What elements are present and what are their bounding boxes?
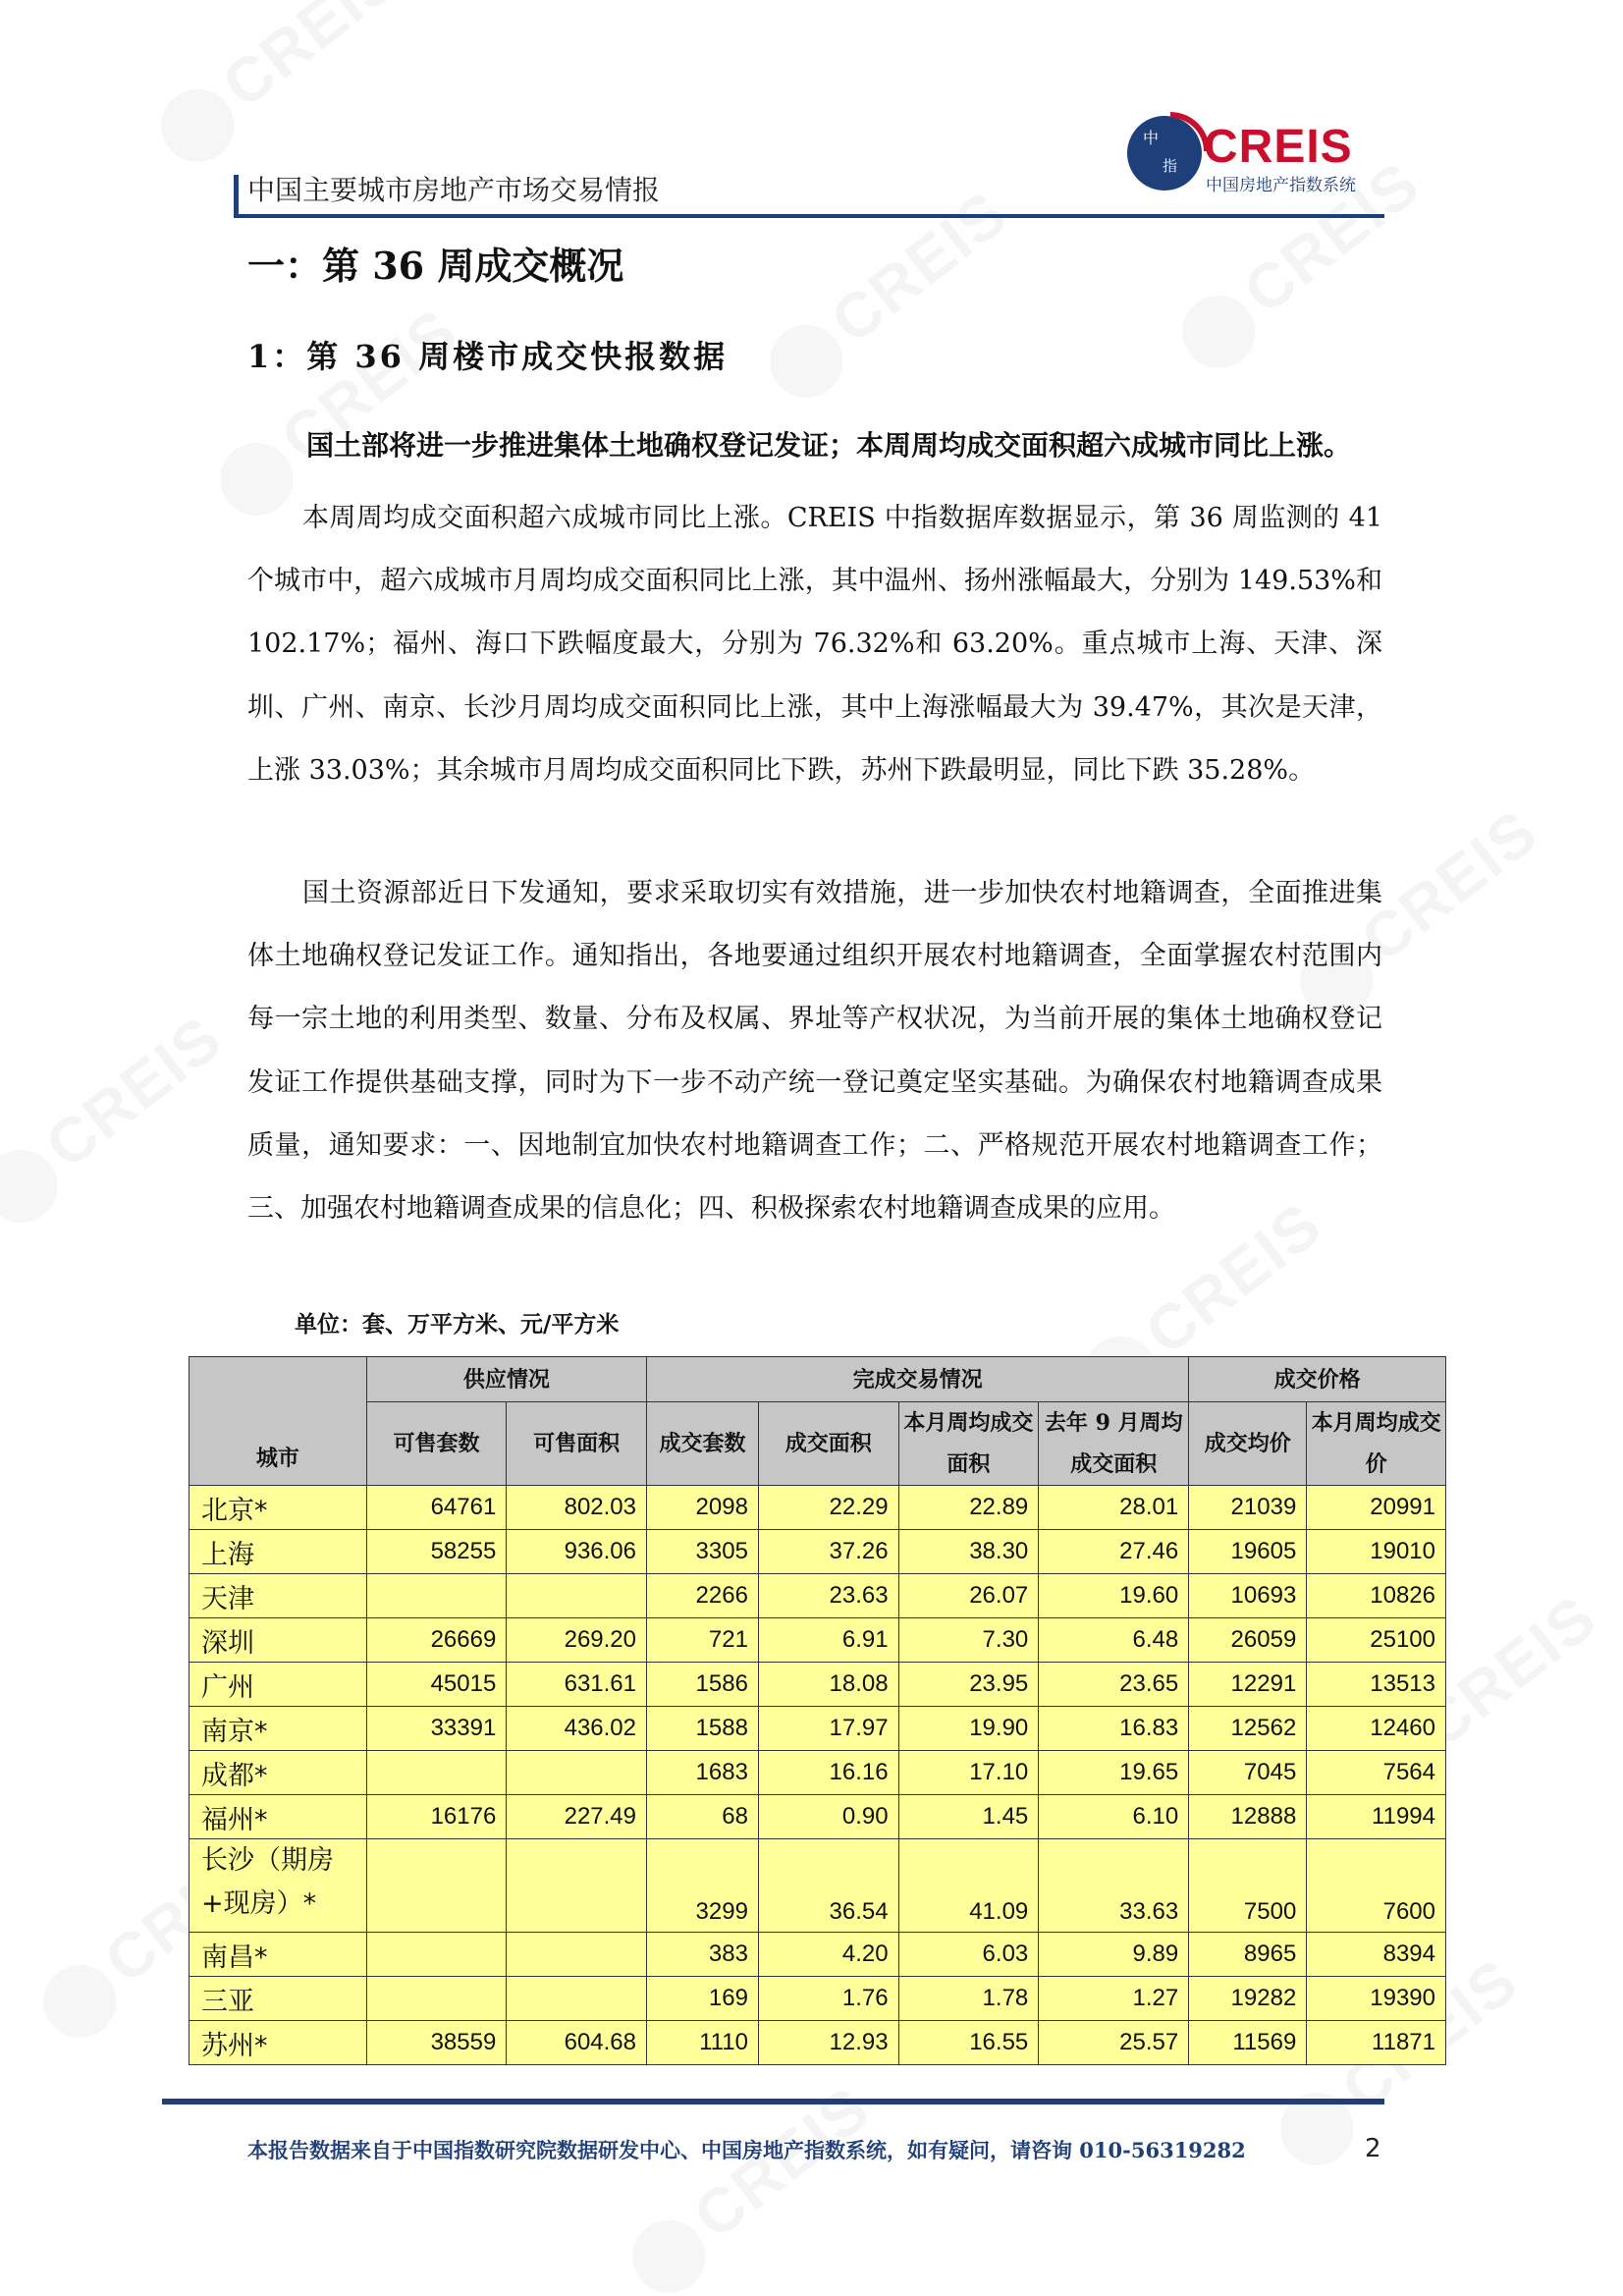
table-row <box>189 1839 1446 1933</box>
table-cell: 33391 <box>366 1707 507 1751</box>
table-cell: 23.65 <box>1039 1663 1189 1707</box>
table-cell <box>507 1839 647 1933</box>
table-cell: 21039 <box>1189 1486 1307 1530</box>
table-cell: 26669 <box>366 1618 507 1663</box>
table-row <box>189 1530 1446 1574</box>
table-cell: 802.03 <box>507 1486 647 1530</box>
table-cell: 38.30 <box>898 1530 1039 1574</box>
header-accent-bar <box>234 175 239 218</box>
table-cell: 7600 <box>1307 1839 1446 1933</box>
table-cell <box>507 1933 647 1977</box>
table-row <box>189 1977 1446 2021</box>
city-cell: 上海 <box>189 1530 367 1574</box>
logo-subtitle: 中国房地产指数系统 <box>1206 176 1356 195</box>
table-cell: 17.10 <box>898 1751 1039 1795</box>
table-cell: 1.27 <box>1039 1977 1189 2021</box>
table-cell <box>507 1574 647 1618</box>
header-divider <box>234 214 1384 218</box>
page-number: 2 <box>1365 2134 1381 2163</box>
table-cell: 16.55 <box>898 2021 1039 2065</box>
table-cell: 19010 <box>1307 1530 1446 1574</box>
footer-source-note: 本报告数据来自于中国指数研究院数据研发中心、中国房地产指数系统，如有疑问，请咨询 010-56319282 <box>247 2138 1246 2162</box>
column-header: 去年 9 月周均成交面积 <box>1039 1402 1189 1486</box>
table-cell: 6.91 <box>758 1618 898 1663</box>
table-cell: 13513 <box>1307 1663 1446 1707</box>
table-cell: 4.20 <box>758 1933 898 1977</box>
city-column-header: 城市 <box>189 1357 367 1486</box>
table-cell: 10826 <box>1307 1574 1446 1618</box>
table-cell: 6.48 <box>1039 1618 1189 1663</box>
column-header: 成交面积 <box>758 1402 898 1486</box>
table-cell: 20991 <box>1307 1486 1446 1530</box>
table-row <box>189 1618 1446 1663</box>
table-cell: 7.30 <box>898 1618 1039 1663</box>
table-cell: 19.60 <box>1039 1574 1189 1618</box>
logo-mark-char-1: 中 <box>1143 129 1160 147</box>
table-cell: 12.93 <box>758 2021 898 2065</box>
table-cell: 38559 <box>366 2021 507 2065</box>
table-cell: 19.65 <box>1039 1751 1189 1795</box>
table-cell: 16.83 <box>1039 1707 1189 1751</box>
city-cell: 长沙（期房+现房）* <box>189 1839 367 1933</box>
report-title: 中国主要城市房地产市场交易情报 <box>247 174 661 206</box>
city-cell: 北京* <box>189 1486 367 1530</box>
table-cell: 9.89 <box>1039 1933 1189 1977</box>
table-cell <box>507 1751 647 1795</box>
lead-sentence: 国土部将进一步推进集体土地确权登记发证；本周周均成交面积超六成城市同比上涨。 <box>306 429 1352 462</box>
column-header: 本月周均成交价 <box>1307 1402 1446 1486</box>
logo-mark-char-2: 指 <box>1163 157 1178 175</box>
table-row <box>189 1795 1446 1839</box>
table-cell: 64761 <box>366 1486 507 1530</box>
logo-mark-icon <box>1127 116 1202 191</box>
table-cell: 169 <box>647 1977 759 2021</box>
city-cell: 广州 <box>189 1663 367 1707</box>
table-cell: 0.90 <box>758 1795 898 1839</box>
table-cell: 19605 <box>1189 1530 1307 1574</box>
table-cell <box>366 1933 507 1977</box>
table-cell: 26.07 <box>898 1574 1039 1618</box>
table-cell: 1.78 <box>898 1977 1039 2021</box>
city-cell: 三亚 <box>189 1977 367 2021</box>
table-cell: 8965 <box>1189 1933 1307 1977</box>
table-cell: 3305 <box>647 1530 759 1574</box>
footer-divider <box>162 2099 1384 2105</box>
table-cell <box>507 1977 647 2021</box>
city-cell: 天津 <box>189 1574 367 1618</box>
table-cell: 23.95 <box>898 1663 1039 1707</box>
table-cell: 1588 <box>647 1707 759 1751</box>
table-cell: 12888 <box>1189 1795 1307 1839</box>
table-cell: 269.20 <box>507 1618 647 1663</box>
transaction-table <box>189 1356 1446 2065</box>
table-cell <box>366 1977 507 2021</box>
table-cell: 41.09 <box>898 1839 1039 1933</box>
column-header: 可售套数 <box>366 1402 507 1486</box>
column-header: 成交均价 <box>1189 1402 1307 1486</box>
table-cell: 12562 <box>1189 1707 1307 1751</box>
table-cell: 18.08 <box>758 1663 898 1707</box>
table-cell: 936.06 <box>507 1530 647 1574</box>
table-cell: 12291 <box>1189 1663 1307 1707</box>
table-cell: 3299 <box>647 1839 759 1933</box>
table-body <box>189 1486 1446 2065</box>
table-cell: 68 <box>647 1795 759 1839</box>
column-header: 可售面积 <box>507 1402 647 1486</box>
table-cell: 27.46 <box>1039 1530 1189 1574</box>
table-cell <box>366 1751 507 1795</box>
table-cell: 11994 <box>1307 1795 1446 1839</box>
table-cell: 58255 <box>366 1530 507 1574</box>
unit-note: 单位：套、万平方米、元/平方米 <box>295 1311 620 1338</box>
table-cell: 33.63 <box>1039 1839 1189 1933</box>
table-cell: 436.02 <box>507 1707 647 1751</box>
table-cell: 7564 <box>1307 1751 1446 1795</box>
city-cell: 南昌* <box>189 1933 367 1977</box>
group-header-transactions: 完成交易情况 <box>647 1357 1189 1402</box>
city-cell: 苏州* <box>189 2021 367 2065</box>
paragraph-land-policy: 国土资源部近日下发通知，要求采取切实有效措施，进一步加快农村地籍调查，全面推进集体土地确权登记发证工作。通知指出，各地要通过组织开展农村地籍调查，全面掌握农村范围内每一宗土地的利用类型、数量、分布及权属、界址等产权状况，为当前开展的集体土地确权登记发证工作提供基础支撑，同时为下一步不动产统一登记奠定坚实基础。为确保农村地籍调查成果质量，通知要求：一、因地制宜加快农村地籍调查工作；二、严格规范开展农村地籍调查工作；三、加强农村地籍调查成果的信息化；四、积极探索农村地籍调查成果的应用。 <box>247 878 1382 1225</box>
table-cell: 383 <box>647 1933 759 1977</box>
column-header: 本月周均成交面积 <box>898 1402 1039 1486</box>
table-cell: 227.49 <box>507 1795 647 1839</box>
table-cell: 1683 <box>647 1751 759 1795</box>
watermark <box>0 1001 239 1237</box>
table-cell: 7500 <box>1189 1839 1307 1933</box>
table-cell: 19.90 <box>898 1707 1039 1751</box>
paragraph-market-summary: 本周周均成交面积超六成城市同比上涨。CREIS 中指数据库数据显示，第 36 周监测的 41 个城市中，超六成城市月周均成交面积同比上涨，其中温州、扬州涨幅最大，分别为 149.53%和 102.17%；福州、海口下跌幅度最大，分别为 76.32%和 63.20%。重点城市上海、天津、深圳、广州、南京、长沙月周均成交面积同比上涨，其中上海涨幅最大为 39.47%，其次是天津，上涨 33.03%；其余城市月周均成交面积同比下跌，苏州下跌最明显，同比下跌 35.28%。 <box>247 503 1382 786</box>
group-header-supply: 供应情况 <box>366 1357 646 1402</box>
table-cell: 6.03 <box>898 1933 1039 1977</box>
section-title: 一：第 36 周成交概况 <box>247 244 624 288</box>
table-cell: 19390 <box>1307 1977 1446 2021</box>
table-row <box>189 1707 1446 1751</box>
table-cell: 8394 <box>1307 1933 1446 1977</box>
table-row <box>189 1933 1446 1977</box>
table-cell: 22.29 <box>758 1486 898 1530</box>
table-cell: 2098 <box>647 1486 759 1530</box>
city-cell: 深圳 <box>189 1618 367 1663</box>
logo-text: CREIS <box>1204 121 1353 173</box>
table-cell: 1110 <box>647 2021 759 2065</box>
table-cell: 17.97 <box>758 1707 898 1751</box>
table-cell: 23.63 <box>758 1574 898 1618</box>
table-cell: 26059 <box>1189 1618 1307 1663</box>
table-cell <box>366 1574 507 1618</box>
watermark <box>752 176 1024 412</box>
table-row <box>189 1663 1446 1707</box>
city-cell: 福州* <box>189 1795 367 1839</box>
city-cell: 成都* <box>189 1751 367 1795</box>
table-row <box>189 1486 1446 1530</box>
table-cell: 25.57 <box>1039 2021 1189 2065</box>
table-cell: 1.76 <box>758 1977 898 2021</box>
table-cell: 11871 <box>1307 2021 1446 2065</box>
table-row <box>189 1751 1446 1795</box>
table-cell: 16.16 <box>758 1751 898 1795</box>
table-cell: 45015 <box>366 1663 507 1707</box>
watermark <box>615 2071 887 2296</box>
column-header: 成交套数 <box>647 1402 759 1486</box>
city-cell: 南京* <box>189 1707 367 1751</box>
table-cell: 631.61 <box>507 1663 647 1707</box>
table-cell: 6.10 <box>1039 1795 1189 1839</box>
table-cell: 1586 <box>647 1663 759 1707</box>
table-cell: 16176 <box>366 1795 507 1839</box>
table-cell: 721 <box>647 1618 759 1663</box>
table-cell: 25100 <box>1307 1618 1446 1663</box>
table-cell: 1.45 <box>898 1795 1039 1839</box>
table-cell <box>366 1839 507 1933</box>
subsection-title: 1：第 36 周楼市成交快报数据 <box>247 338 729 375</box>
table-cell: 22.89 <box>898 1486 1039 1530</box>
table-cell: 19282 <box>1189 1977 1307 2021</box>
group-header-price: 成交价格 <box>1189 1357 1446 1402</box>
table-row <box>189 2021 1446 2065</box>
table-cell: 7045 <box>1189 1751 1307 1795</box>
table-cell: 37.26 <box>758 1530 898 1574</box>
table-cell: 28.01 <box>1039 1486 1189 1530</box>
table-cell: 2266 <box>647 1574 759 1618</box>
watermark <box>143 0 415 177</box>
table-cell: 604.68 <box>507 2021 647 2065</box>
table-cell: 11569 <box>1189 2021 1307 2065</box>
table-cell: 12460 <box>1307 1707 1446 1751</box>
table-row <box>189 1574 1446 1618</box>
table-cell: 10693 <box>1189 1574 1307 1618</box>
creis-logo <box>1127 116 1384 195</box>
table-cell: 36.54 <box>758 1839 898 1933</box>
